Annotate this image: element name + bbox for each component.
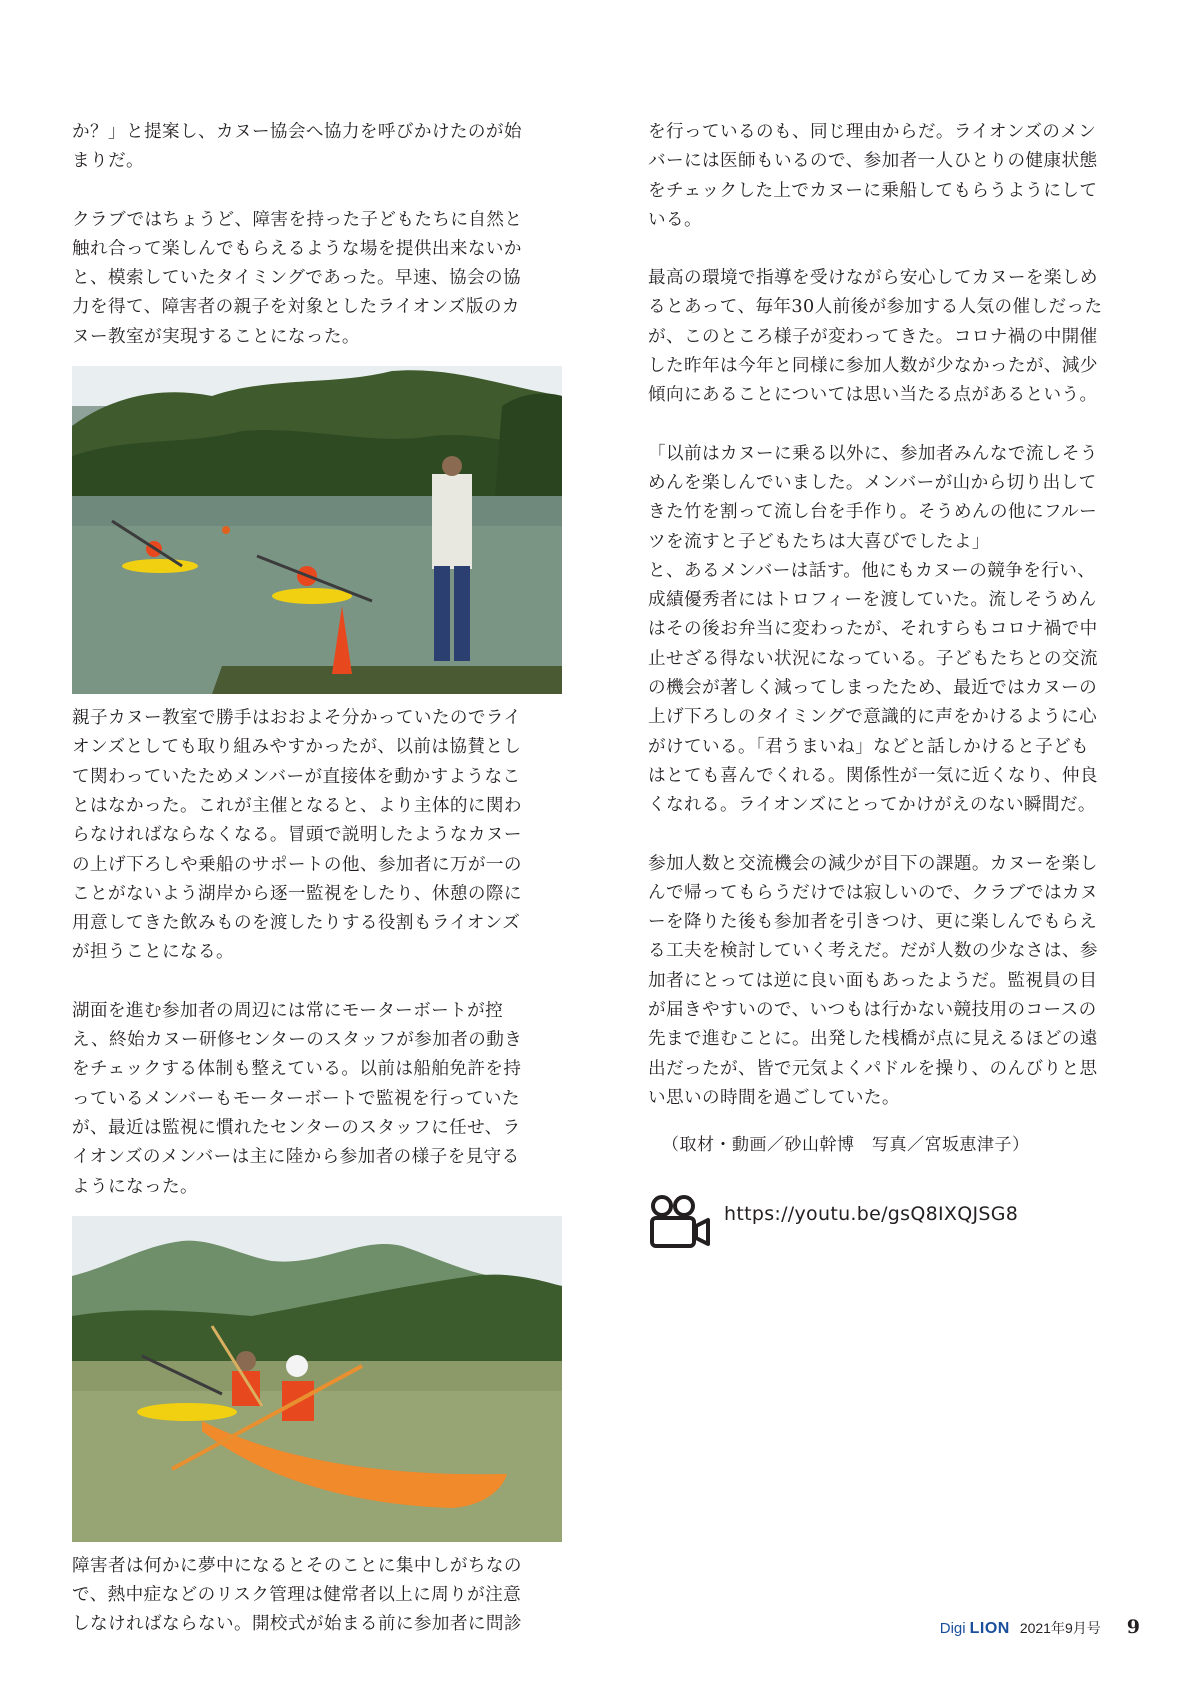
article-paragraph: 最高の環境で指導を受けながら安心してカヌーを楽しめ るとあって、毎年30人前後が参加する人気の催しだった が、このところ様子が変わってきた。コロナ禍の中開催 した昨年は今年と同様に参加人数が少なかったが、減少 傾向にあることについては思い当たる点があるという。 bbox=[648, 268, 1103, 406]
youtube-link[interactable]: https://youtu.be/gsQ8IXQJSG8 bbox=[724, 1203, 1019, 1226]
right-column bbox=[648, 118, 1138, 1250]
lake-kayak-photo bbox=[72, 366, 562, 694]
article-paragraph: 「以前はカヌーに乗る以外に、参加者みんなで流しそう めんを楽しんでいました。メンバーが山から切り出して きた竹を割って流し台を手作り。そうめんの他にフルー ツを流すと子どもたちは大喜びでしたよ」 と、あるメンバーは話す。他にもカヌーの競争を行い、 成績優秀者にはトロフィーを渡していた。流しそうめん はその後お弁当に変わったが、それすらもコロナ禍で中 止せざる得ない状況になっている。子どもたちとの交流 の機会が著しく減ってしまったため、最近ではカヌーの 上げ下ろしのタイミングで意識的に声をかけるように心 がけている。「君うまいね」などと話しかけると子ども はとても喜んでくれる。関係性が一気に近くなり、仲良 くなれる。ライオンズにとってかけがえのない瞬間だ。 bbox=[648, 443, 1098, 816]
article-paragraph: 親子カヌー教室で勝手はおおよそ分かっていたのでライ オンズとしても取り組みやすかったが、以前は協賛とし て関わっていたためメンバーが直接体を動かすようなこ とはなかった。これが主催となると、より主体的に関わ らなければならなくなる。冒頭で説明したようなカヌー の上げ下ろしや乗船のサポートの他、参加者に万が一の ことがないよう湖岸から逐一監視をしたり、休憩の際に 用意してきた飲みものを渡したりする役割もライオンズ が担うことになる。 bbox=[72, 708, 522, 963]
footer-issue-date: 2021年9月号 bbox=[1019, 1620, 1101, 1636]
article-paragraph: クラブではちょうど、障害を持った子どもたちに自然と 触れ合って楽しんでもらえるような場を提供出来ないか と、模索していたタイミングであった。早速、協会の協 力を得て、障害者の親子を対象としたライオンズ版のカ ヌー教室が実現することになった。 bbox=[72, 209, 523, 347]
footer-lion-logo: LION bbox=[969, 1620, 1010, 1637]
article-paragraph: 参加人数と交流機会の減少が目下の課題。カヌーを楽し んで帰ってもらうだけでは寂しいので、クラブではカヌ ーを降りた後も参加者を引きつけ、更に楽しんでもらえ る工夫を検討していく考えだ。だが人数の少なさは、参 加者にとっては逆に良い面もあったようだ。監視員の目 が届きやすいので、いつもは行かない競技用のコースの 先まで進むことに。出発した桟橋が点に見えるほどの遠 出だったが、皆で元気よくパドルを操り、のんびりと思 い思いの時間を過ごしていた。 bbox=[648, 853, 1099, 1108]
article-paragraph: 障害者は何かに夢中になるとそのことに集中しがちなの で、熱中症などのリスク管理は健常者以上に周りが注意 しなければならない。開校式が始まる前に参加者に問診 bbox=[72, 1555, 522, 1635]
canoe-paddling-photo bbox=[72, 1216, 562, 1542]
footer-digi: Digi bbox=[939, 1620, 966, 1637]
article-paragraph: か？」と提案し、カヌー協会へ協力を呼びかけたのが始 まりだ。 bbox=[72, 122, 522, 172]
video-link-row[interactable] bbox=[648, 1194, 1138, 1250]
left-column bbox=[72, 118, 562, 1640]
article-paragraph: を行っているのも、同じ理由からだ。ライオンズのメン バーには医師もいるので、参加者一人ひとりの健康状態 をチェックした上でカヌーに乗船してもらうようにして いる。 bbox=[648, 122, 1098, 230]
photo-credit: （取材・動画／砂山幹博 写真／宮坂恵津子） bbox=[662, 1135, 1030, 1156]
video-camera-icon bbox=[648, 1194, 712, 1250]
page-number: 9 bbox=[1126, 1616, 1140, 1638]
page-footer bbox=[940, 1616, 1140, 1638]
article-paragraph: 湖面を進む参加者の周辺には常にモーターボートが控 え、終始カヌー研修センターのスタッフが参加者の動き をチェックする体制も整えている。以前は船舶免許を持 っているメンバーもモーターボートで監視を行っていた が、最近は監視に慣れたセンターのスタッフに任せ、ラ イオンズのメンバーは主に陸から参加者の様子を見守る ようになった。 bbox=[72, 1000, 523, 1197]
